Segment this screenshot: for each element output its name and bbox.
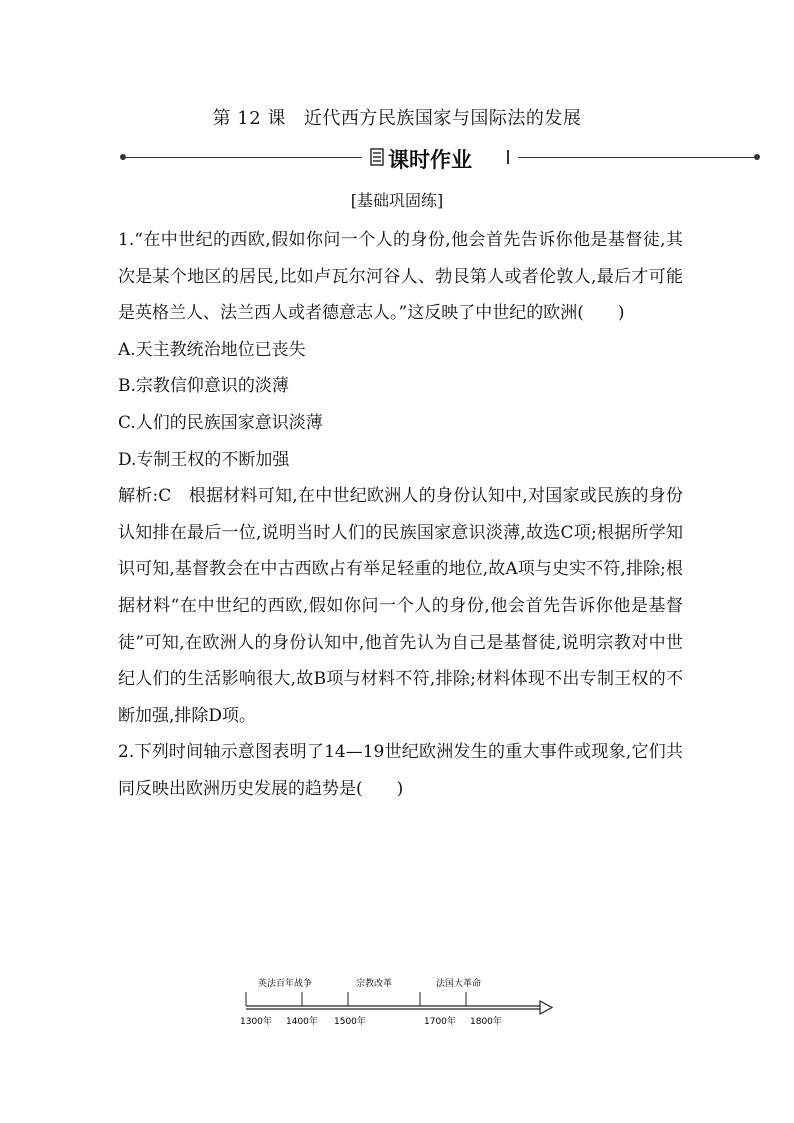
timeline-diagram — [240, 972, 560, 1032]
banner-label: 课时作业 — [388, 148, 472, 172]
q1-option-b: B.宗教信仰意识的淡薄 — [118, 376, 289, 397]
event-french-revolution: 法国大革命 — [436, 979, 482, 989]
tick-label-1800: 1800年 — [470, 1017, 502, 1027]
tick-label-1500: 1500年 — [334, 1017, 366, 1027]
homework-banner — [120, 140, 760, 180]
lesson-title — [0, 104, 794, 130]
banner-dot-right — [754, 154, 760, 160]
event-reformation: 宗教改革 — [356, 979, 393, 989]
banner-line-right — [518, 157, 754, 158]
banner-line-left — [124, 157, 362, 158]
event-hundred-years-war: 英法百年战争 — [258, 979, 313, 989]
q1-stem: 1.“在中世纪的西欧,假如你问一个人的身份,他会首先告诉你他是基督徒,其次是某个地区的居民,比如卢瓦尔河谷人、勃艮第人或者伦敦人,最后才可能是英格兰人、法兰西人或者德意志人。”这反映了中世纪的欧洲( ) — [118, 230, 683, 324]
q1-option-c: C.人们的民族国家意识淡薄 — [118, 412, 323, 433]
lesson-number: 第 12 课 — [212, 108, 286, 129]
q1-option-a: A.天主教统治地位已丧失 — [118, 339, 306, 360]
q1-option-d: D.专制王权的不断加强 — [118, 449, 290, 470]
tick-label-1300: 1300年 — [240, 1017, 272, 1027]
tick-label-1400: 1400年 — [286, 1017, 318, 1027]
question-body — [118, 222, 683, 808]
book-icon — [370, 148, 384, 166]
tick-label-1700: 1700年 — [424, 1017, 456, 1027]
q1-analysis: 解析:C 根据材料可知,在中世纪欧洲人的身份认知中,对国家或民族的身份认知排在最后一位,说明当时人们的民族国家意识淡薄,故选C项;根据所学知识可知,基督教会在中古西欧占有举足轻重的地位,故A项与史实不符,排除;根据材料“在中世纪的西欧,假如你问一个人的身份,他会首先告诉你他是基督徒”可知,在欧洲人的身份认知中,他首先认为自己是基督徒,说明宗教对中世纪人们的生活影响很大,故B项与材料不符,排除;材料体现不出专制王权的不断加强,排除D项。 — [118, 486, 683, 726]
banner-tick — [507, 150, 509, 164]
lesson-name: 近代西方民族国家与国际法的发展 — [303, 108, 582, 129]
q2-stem: 2.下列时间轴示意图表明了14—19世纪欧洲发生的重大事件或现象,它们共同反映出欧洲历史发展的趋势是( ) — [118, 742, 683, 799]
section-heading: [基础巩固练] — [350, 191, 444, 210]
timeline-arrow — [540, 1001, 552, 1014]
